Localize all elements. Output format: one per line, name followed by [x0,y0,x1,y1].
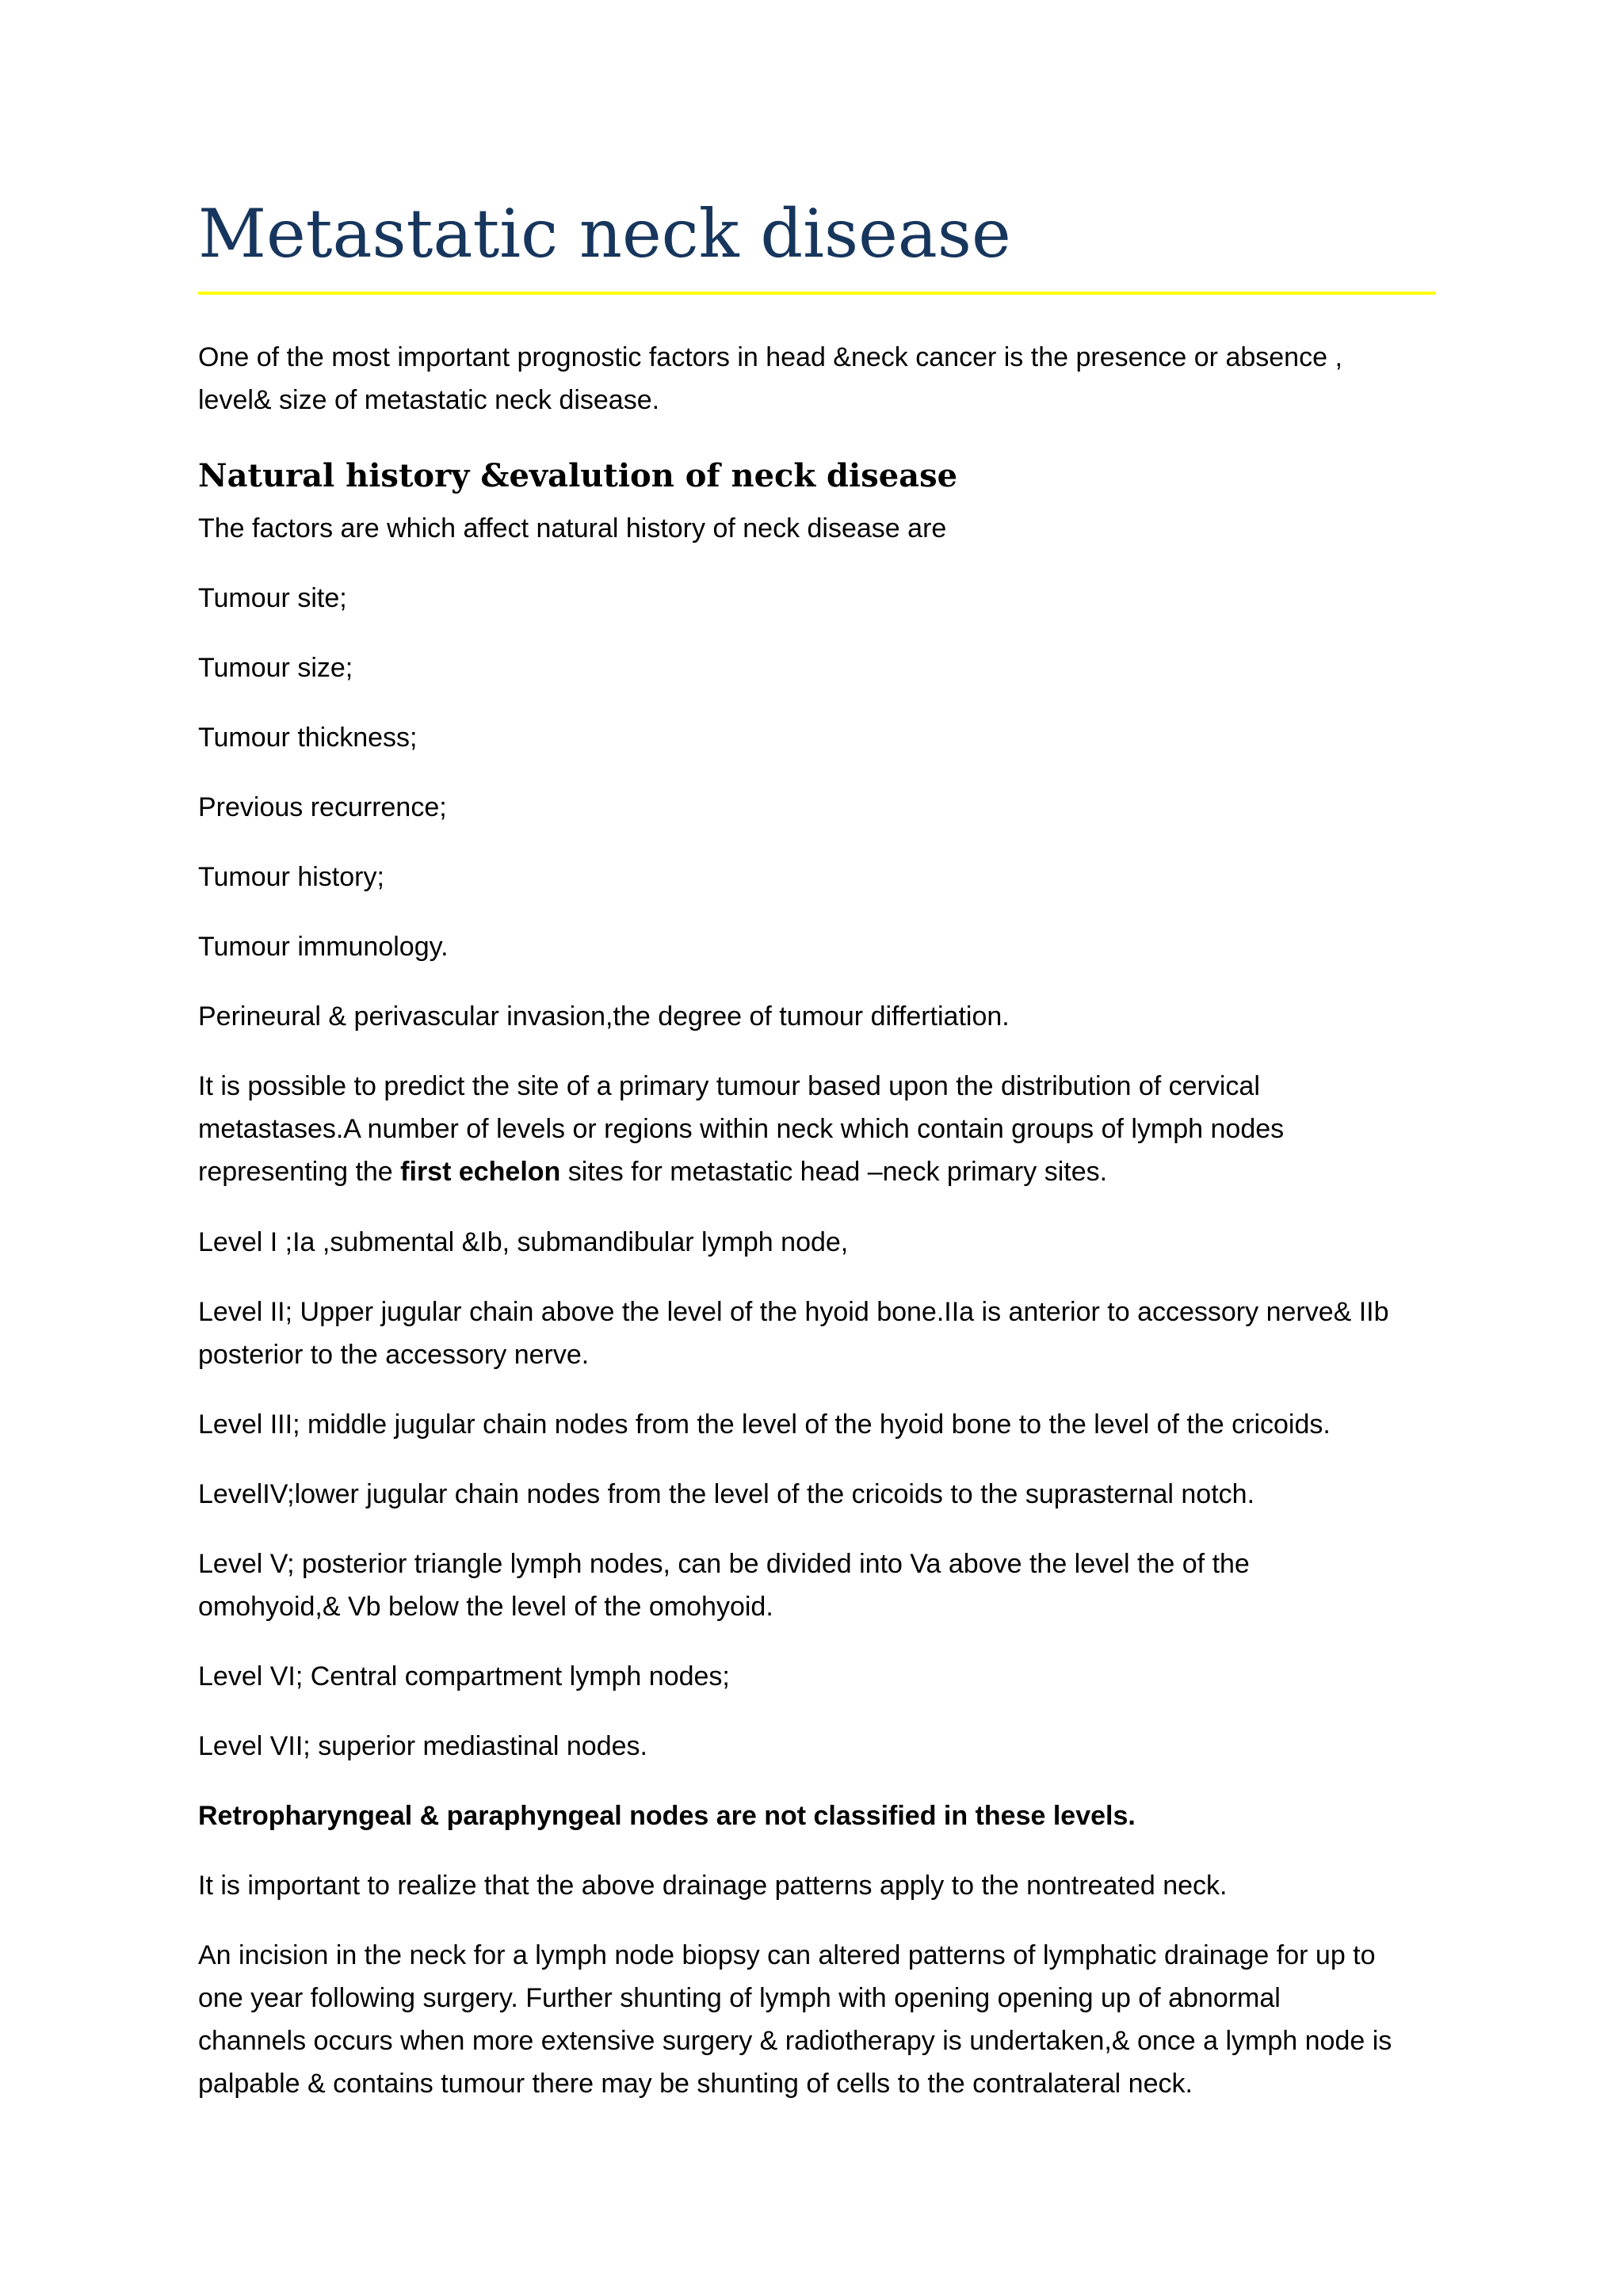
prediction-line-3 [198,1150,1436,1193]
retropharyngeal-note: Retropharyngeal & paraphyngeal nodes are not classified in these levels. [198,1801,1136,1831]
level-5-line-1: Level V; posterior triangle lymph nodes, can be divided into Va above the level the of the [198,1549,1250,1579]
incision-line-4: palpable & contains tumour there may be shunting of cells to the contralateral neck. [198,2069,1193,2099]
incision-line-3: channels occurs when more extensive surgery & radiotherapy is undertaken,& once a lymph node is [198,2026,1392,2056]
section-heading: Natural history &evalution of neck disease [198,457,958,494]
prediction-paragraph [198,1065,1436,1193]
incision-line-2: one year following surgery. Further shunting of lymph with opening opening up of abnormal [198,1983,1281,2013]
incision-line-1: An incision in the neck for a lymph node biopsy can altered patterns of lymphatic drainage for up to [198,1940,1376,1970]
prediction-line-2: metastases.A number of levels or regions within neck which contain groups of lymph nodes [198,1114,1285,1144]
level-2-line-2: posterior to the accessory nerve. [198,1340,590,1370]
level-5-line-2: omohyoid,& Vb below the level of the omohyoid. [198,1592,773,1622]
title-underline [198,292,1436,295]
level-3-text: Level III; middle jugular chain nodes from the level of the hyoid bone to the level of the cricoids. [198,1409,1331,1440]
level-4-text: LevelIV;lower jugular chain nodes from the level of the cricoids to the suprasternal notch. [198,1479,1255,1509]
level-5-text [198,1543,1436,1628]
factor-item: Previous recurrence; [198,792,447,822]
factors-intro: The factors are which affect natural history of neck disease are [198,513,947,543]
level-2-text [198,1291,1436,1376]
prediction-line-3-end: sites for metastatic head –neck primary sites. [560,1157,1108,1187]
factor-item: Tumour thickness; [198,723,418,753]
intro-line-2: level& size of metastatic neck disease. [198,385,660,415]
factor-item: Tumour site; [198,583,347,613]
intro-line-1: One of the most important prognostic factors in head &neck cancer is the presence or absence , [198,342,1342,372]
level-2-line-1: Level II; Upper jugular chain above the level of the hyoid bone.IIa is anterior to accessory nerve& IIb [198,1297,1389,1327]
factor-item: Tumour size; [198,653,353,683]
first-echelon-emphasis: first echelon [400,1157,561,1187]
intro-paragraph [198,336,1436,421]
prediction-line-1: It is possible to predict the site of a primary tumour based upon the distribution of cervical [198,1071,1260,1101]
prediction-line-3-start: representing the [198,1157,401,1187]
page-title: Metastatic neck disease [198,195,1011,273]
factor-item: Tumour immunology. [198,932,449,962]
level-7-text: Level VII; superior mediastinal nodes. [198,1731,647,1761]
level-6-text: Level VI; Central compartment lymph nodes; [198,1661,730,1691]
level-1-text: Level I ;Ia ,submental &Ib, submandibular lymph node, [198,1227,849,1257]
drainage-note: It is important to realize that the above drainage patterns apply to the nontreated neck. [198,1871,1228,1901]
incision-paragraph [198,1934,1436,2105]
factor-item: Perineural & perivascular invasion,the degree of tumour differtiation. [198,1001,1010,1032]
factor-item: Tumour history; [198,862,384,892]
